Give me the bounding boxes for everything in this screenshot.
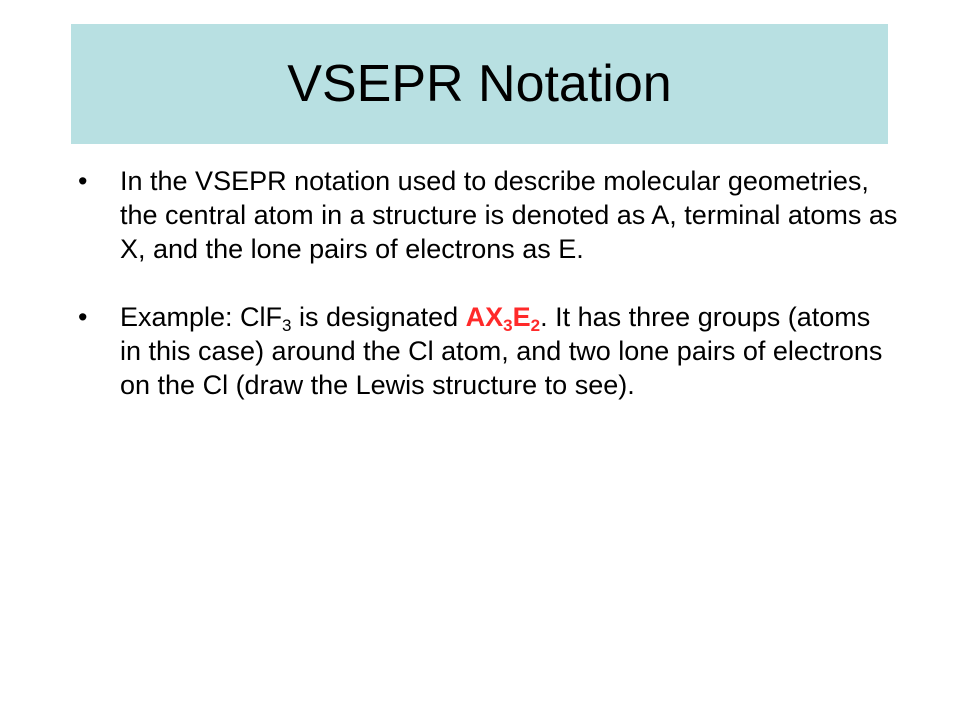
slide-title: VSEPR Notation bbox=[287, 55, 672, 113]
notation-e: E bbox=[512, 302, 531, 332]
bullet-icon: • bbox=[78, 166, 88, 196]
example-rest: . It has three groups (atoms in this case) around the Cl atom, and two lone pairs of electrons on the Cl (draw the Lewis structure to see). bbox=[120, 302, 883, 400]
example-middle: is designated bbox=[291, 302, 466, 332]
title-bar bbox=[71, 24, 888, 144]
bullet-list bbox=[78, 164, 898, 436]
notation-ax: AX bbox=[465, 302, 504, 332]
notation-e-subscript: 2 bbox=[530, 316, 541, 335]
bullet-icon: • bbox=[78, 302, 88, 332]
bullet-item-example bbox=[78, 300, 898, 402]
clf-subscript: 3 bbox=[282, 316, 292, 335]
bullet-item-definition bbox=[78, 164, 898, 266]
bullet-text-definition: In the VSEPR notation used to describe molecular geometries, the central atom in a structure is denoted as A, terminal atoms as X, and the lone pairs of electrons as E. bbox=[120, 166, 898, 264]
example-prefix: Example: ClF bbox=[120, 302, 283, 332]
bullet-text-example bbox=[120, 302, 882, 400]
notation-x-subscript: 3 bbox=[503, 316, 513, 335]
notation-highlight bbox=[465, 302, 541, 335]
